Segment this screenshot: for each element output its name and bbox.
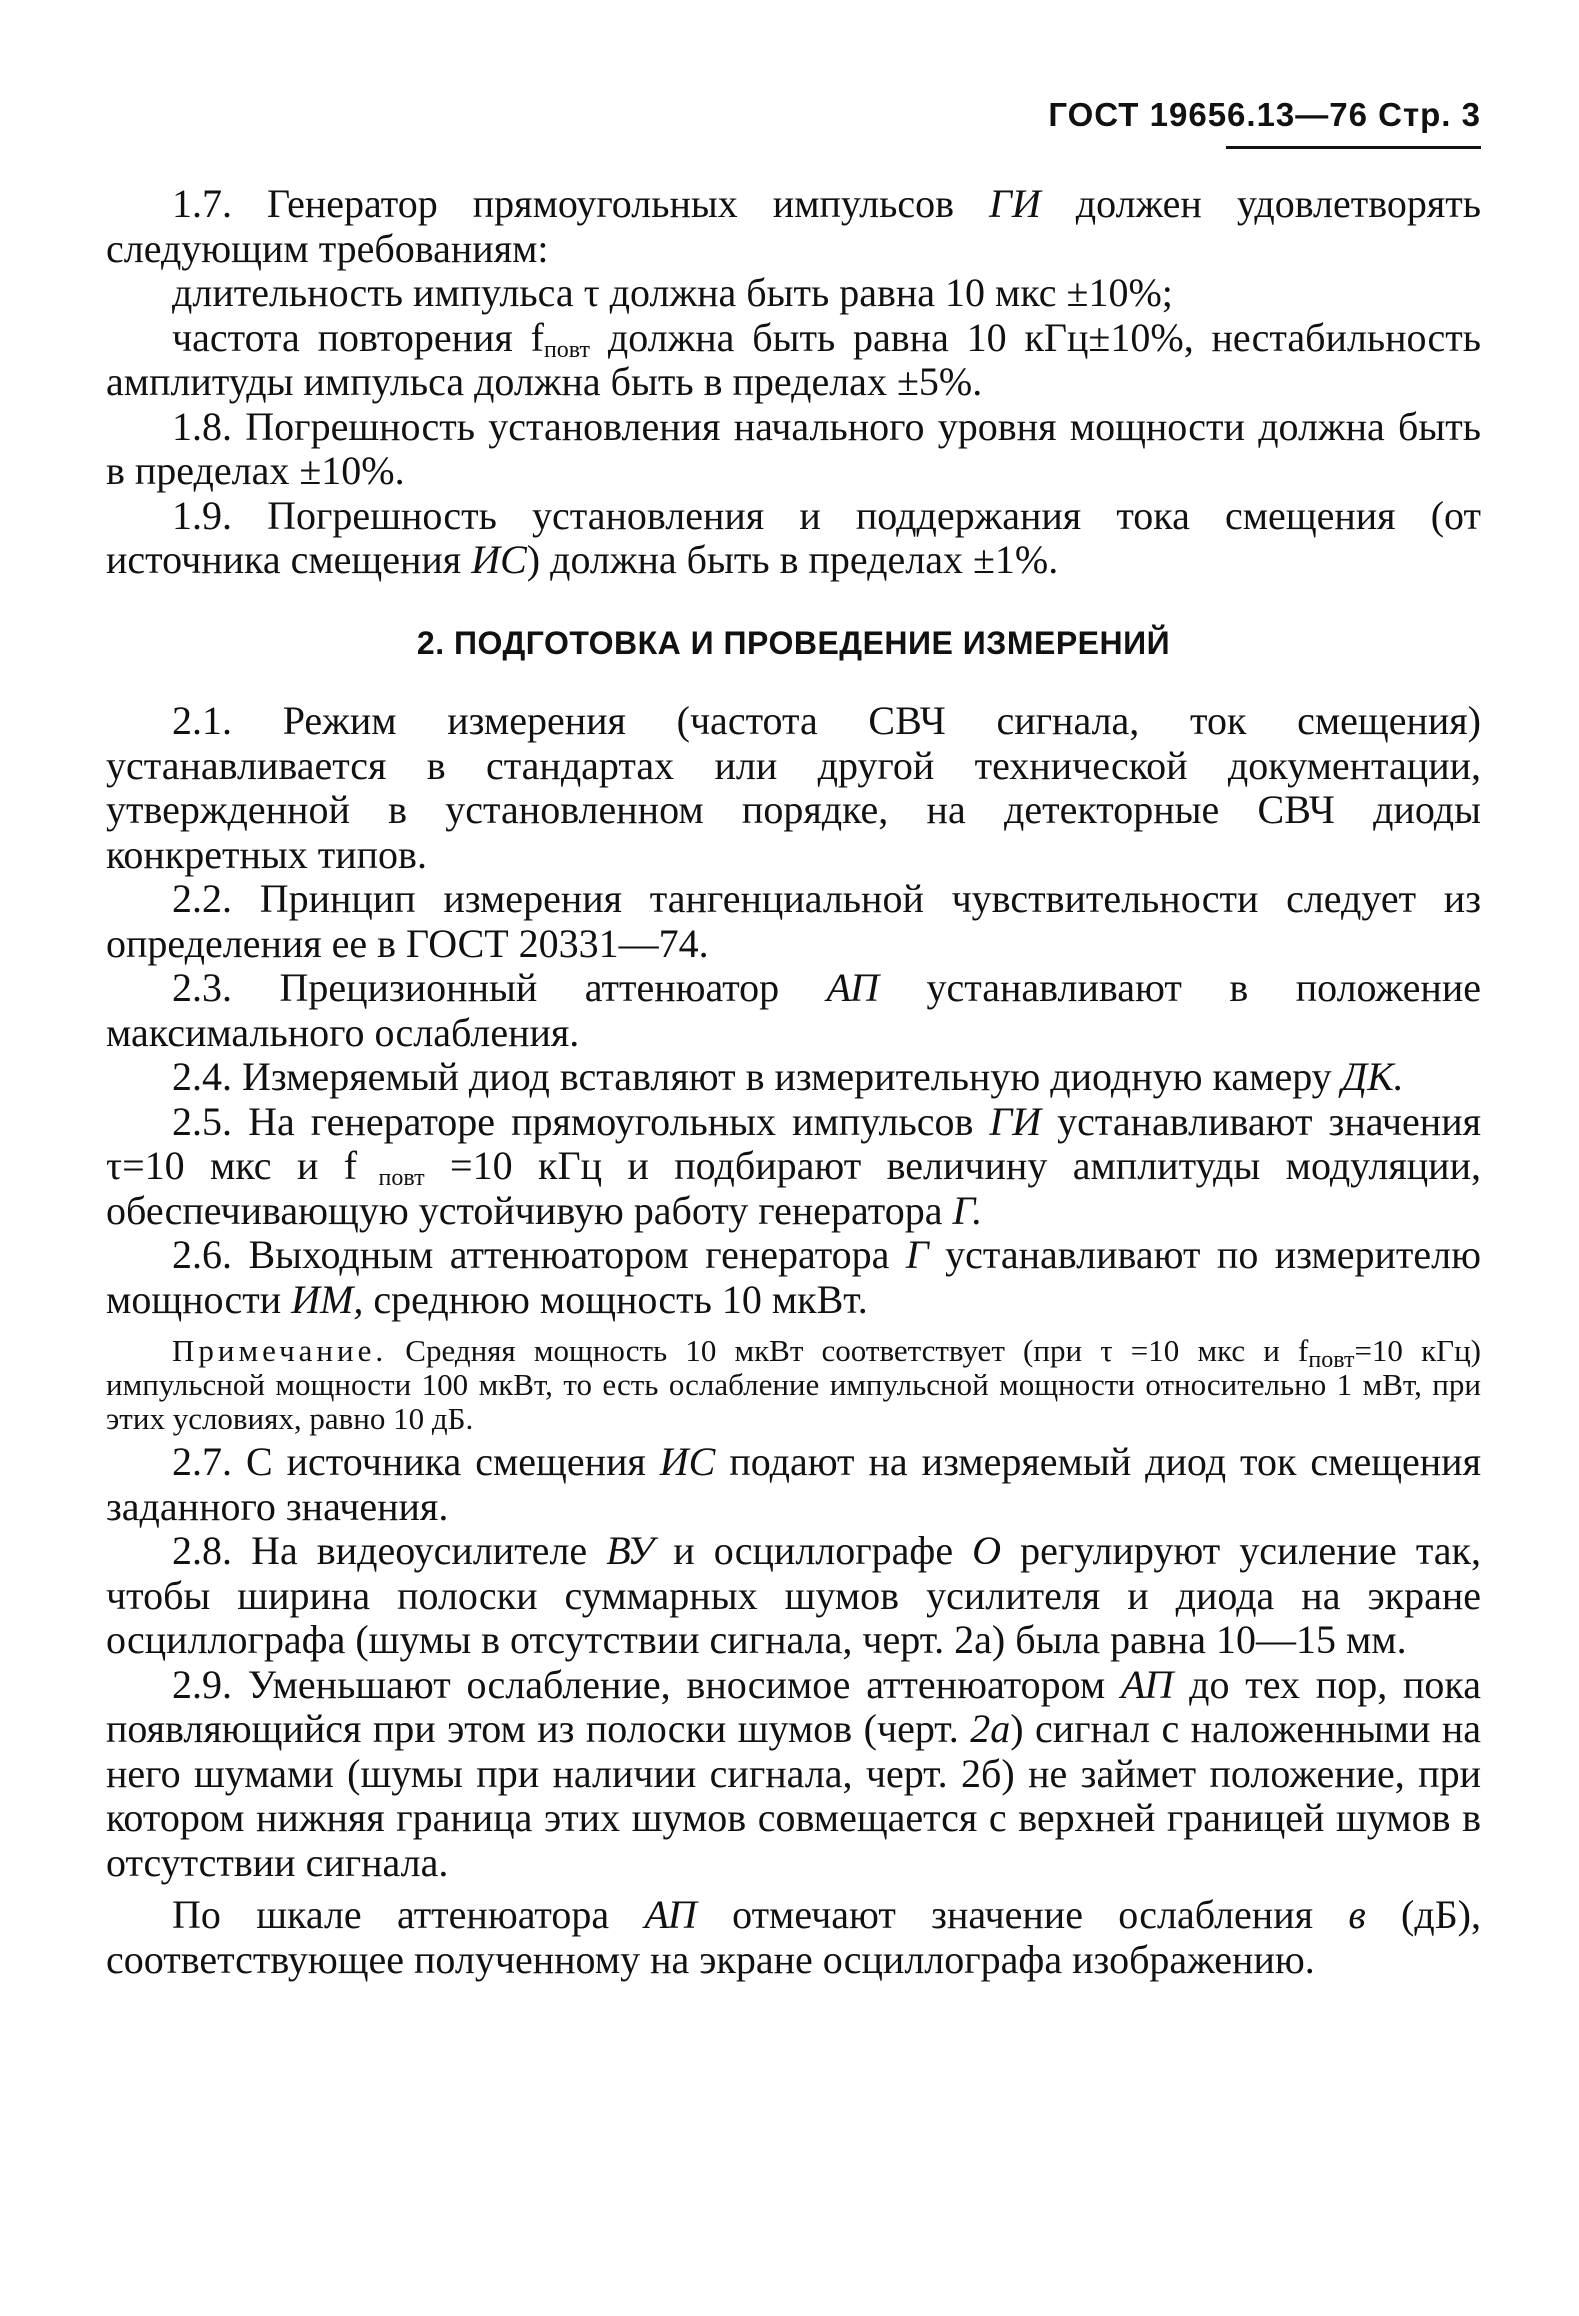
paragraph-1-9: 1.9. Погрешность установления и поддержания тока смещения (от источника смещения ИС) должна быть в пределах ±1%. — [106, 492, 1481, 582]
paragraph-2-6: 2.6. Выходным аттенюатором генератора Г устанавливают по измерителю мощности ИМ, среднюю мощность 10 мкВт. — [106, 1232, 1481, 1322]
paragraph-2-7: 2.7. С источника смещения ИС подают на измеряемый диод ток смещения заданного значения. — [106, 1439, 1481, 1529]
paragraph-1-7-frequency: частота повторения $f_{повт}$ должна быть равна 10 кГц±10%, нестабильность амплитуды импульса должна быть в пределах ±5%. — [106, 314, 1481, 404]
paragraph-2-4: 2.4. Измеряемый диод вставляют в измерительную диодную камеру ДК. — [172, 1054, 1404, 1099]
page-header: ГОСТ 19656.13—76 Стр. 3 — [1048, 96, 1481, 133]
paragraph-2-3: 2.3. Прецизионный аттенюатор АП устанавливают в положение максимального ослабления. — [106, 965, 1481, 1055]
paragraph-2-2: 2.2. Принцип измерения тангенциальной чувствительности следует из определения ее в ГОСТ 20331—74. — [106, 876, 1481, 966]
paragraph-final: По шкале аттенюатора АП отмечают значение ослабления в (дБ), соответствующее полученному на экране осциллографа изображению. — [106, 1892, 1481, 1982]
paragraph-1-8: 1.8. Погрешность установления начального уровня мощности должна быть в пределах ±10%. — [106, 403, 1481, 493]
note-label: Примечание. — [172, 1333, 388, 1368]
page-body — [106, 182, 1481, 1982]
note-paragraph: Примечание. Средняя мощность 10 мкВт соответствует (при τ =10 мкс и $f_{повт}=10$ кГц) импульсной мощности 100 мкВт, то есть ослабление импульсной мощности относительно 1 мВт, при этих условиях, равно 10 дБ. — [106, 1333, 1481, 1436]
paragraph-2-8: 2.8. На видеоусилителе ВУ и осциллографе О регулируют усиление так, чтобы ширина полоски суммарных шумов усилителя и диода на экране осциллографа (шумы в отсутствии сигнала, черт. 2а) была равна 10—15 мм. — [106, 1528, 1481, 1662]
paragraph-1-7: 1.7. Генератор прямоугольных импульсов ГИ должен удовлетворять следующим требованиям: — [106, 181, 1481, 271]
paragraph-2-1: 2.1. Режим измерения (частота СВЧ сигнала, ток смещения) устанавливается в стандартах или другой технической документации, утвержденной в установленном порядке, на детекторные СВЧ диоды конкретных типов. — [106, 698, 1481, 877]
section-2-title: 2. ПОДГОТОВКА И ПРОВЕДЕНИЕ ИЗМЕРЕНИЙ — [416, 624, 1171, 661]
paragraph-1-7-duration: длительность импульса τ должна быть равна 10 мкс ±10%; — [172, 270, 1173, 315]
paragraph-2-5: 2.5. На генераторе прямоугольных импульсов ГИ устанавливают значения τ=10 мкс и f $_{повт}$ =10 кГц и подбирают величину амплитуды модуляции, обеспечивающую устойчивую работу генератора Г. — [106, 1098, 1481, 1233]
header-rule — [1226, 146, 1481, 149]
paragraph-2-9: 2.9. Уменьшают ослабление, вносимое аттенюатором АП до тех пор, пока появляющийся при этом из полоски шумов (черт. 2а) сигнал с наложенными на него шумами (шумы при наличии сигнала, черт. 2б) не займет положение, при котором нижняя граница этих шумов совмещается с верхней границей шумов в отсутствии сигнала. — [106, 1661, 1482, 1885]
